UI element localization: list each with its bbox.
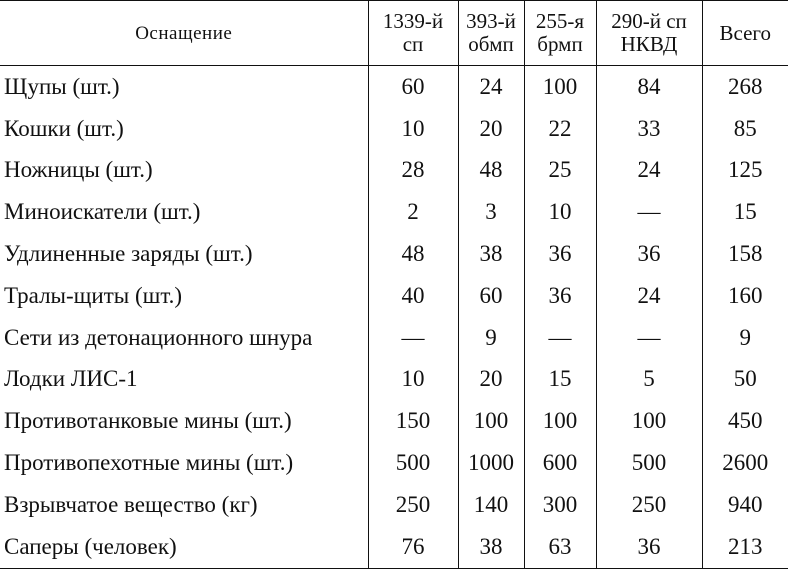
cell-1339-sp: 500 [368,442,458,484]
cell-1339-sp: — [368,317,458,359]
cell-1339-sp: 250 [368,484,458,526]
cell-255-brmp: — [524,317,596,359]
cell-255-brmp: 100 [524,66,596,108]
cell-total: 15 [702,191,788,233]
table-row [0,233,788,275]
cell-total: 9 [702,317,788,359]
header-393-obmp-line1: 393-й [466,9,516,33]
cell-1339-sp: 60 [368,66,458,108]
cell-255-brmp: 300 [524,484,596,526]
header-255-brmp-line2: брмп [537,32,583,56]
row-label: Противотанковые мины (шт.) [4,408,292,434]
cell-total: 50 [702,359,788,401]
cell-290-sp-nkvd: — [596,191,702,233]
cell-290-sp-nkvd: 33 [596,108,702,150]
header-1339-sp [368,1,458,66]
header-290-sp-nkvd-line2: НКВД [620,32,678,56]
row-label: Щупы (шт.) [4,73,120,99]
row-label: Ножницы (шт.) [4,157,153,183]
cell-total: 268 [702,66,788,108]
header-total [702,1,788,66]
table-row [0,442,788,484]
cell-1339-sp: 40 [368,275,458,317]
cell-393-obmp: 60 [458,275,524,317]
table-row [0,108,788,150]
row-label: Саперы (человек) [0,526,368,568]
cell-255-brmp: 36 [524,275,596,317]
cell-290-sp-nkvd: 36 [596,526,702,568]
cell-1339-sp: 28 [368,150,458,192]
cell-393-obmp: 9 [458,317,524,359]
cell-393-obmp: 20 [458,108,524,150]
header-393-obmp [458,1,524,66]
cell-290-sp-nkvd: — [596,317,702,359]
cell-290-sp-nkvd: 24 [596,275,702,317]
cell-393-obmp: 38 [458,526,524,568]
cell-393-obmp: 24 [458,66,524,108]
cell-290-sp-nkvd: 5 [596,359,702,401]
cell-total: 158 [702,233,788,275]
cell-total: 213 [702,526,788,568]
row-label: Взрывчатое вещество (кг) [4,491,258,517]
cell-total: 450 [702,400,788,442]
table-row [0,484,788,526]
cell-290-sp-nkvd: 250 [596,484,702,526]
cell-1339-sp: 10 [368,108,458,150]
cell-total: 85 [702,108,788,150]
cell-290-sp-nkvd: 84 [596,66,702,108]
cell-255-brmp: 100 [524,400,596,442]
cell-255-brmp: 600 [524,442,596,484]
header-item-label: Оснащение [135,22,233,44]
cell-393-obmp: 20 [458,359,524,401]
cell-255-brmp: 15 [524,359,596,401]
cell-393-obmp: 48 [458,150,524,192]
cell-255-brmp: 36 [524,233,596,275]
row-label: Сети из детонационного шнура [4,324,313,350]
cell-total: 940 [702,484,788,526]
row-label: Миноискатели (шт.) [4,199,201,225]
row-label: Противопехотные мины (шт.) [4,450,294,476]
cell-290-sp-nkvd: 500 [596,442,702,484]
cell-255-brmp: 63 [524,526,596,568]
cell-255-brmp: 22 [524,108,596,150]
header-item [0,1,368,66]
header-290-sp-nkvd-line1: 290-й сп [611,9,687,33]
cell-1339-sp: 2 [368,191,458,233]
cell-1339-sp: 76 [368,526,458,568]
header-255-brmp-line1: 255-я [535,9,585,33]
row-label: Тралы-щиты (шт.) [4,282,183,308]
cell-255-brmp: 10 [524,191,596,233]
row-label: Кошки (шт.) [4,115,124,141]
table-body [0,66,788,569]
table-row [0,526,788,568]
cell-290-sp-nkvd: 36 [596,233,702,275]
table-row [0,275,788,317]
cell-393-obmp: 38 [458,233,524,275]
cell-total: 160 [702,275,788,317]
row-label: Удлиненные заряды (шт.) [4,241,253,267]
cell-290-sp-nkvd: 100 [596,400,702,442]
header-290-sp-nkvd [596,1,702,66]
header-255-brmp [524,1,596,66]
cell-393-obmp: 100 [458,400,524,442]
table-row [0,66,788,108]
cell-1339-sp: 10 [368,359,458,401]
cell-total: 125 [702,150,788,192]
header-1339-sp-line1: 1339-й [382,9,444,33]
table-row [0,191,788,233]
cell-total: 2600 [702,442,788,484]
cell-393-obmp: 3 [458,191,524,233]
cell-255-brmp: 25 [524,150,596,192]
table-row [0,150,788,192]
row-label: Лодки ЛИС-1 [4,366,138,392]
cell-1339-sp: 150 [368,400,458,442]
cell-1339-sp: 48 [368,233,458,275]
header-row [0,1,788,66]
table-row [0,359,788,401]
header-total-label: Всего [719,20,771,45]
cell-290-sp-nkvd: 24 [596,150,702,192]
cell-393-obmp: 1000 [458,442,524,484]
table-row [0,400,788,442]
cell-393-obmp: 140 [458,484,524,526]
header-1339-sp-line2: сп [402,32,424,56]
table-row [0,317,788,359]
header-393-obmp-line2: обмп [468,32,514,56]
